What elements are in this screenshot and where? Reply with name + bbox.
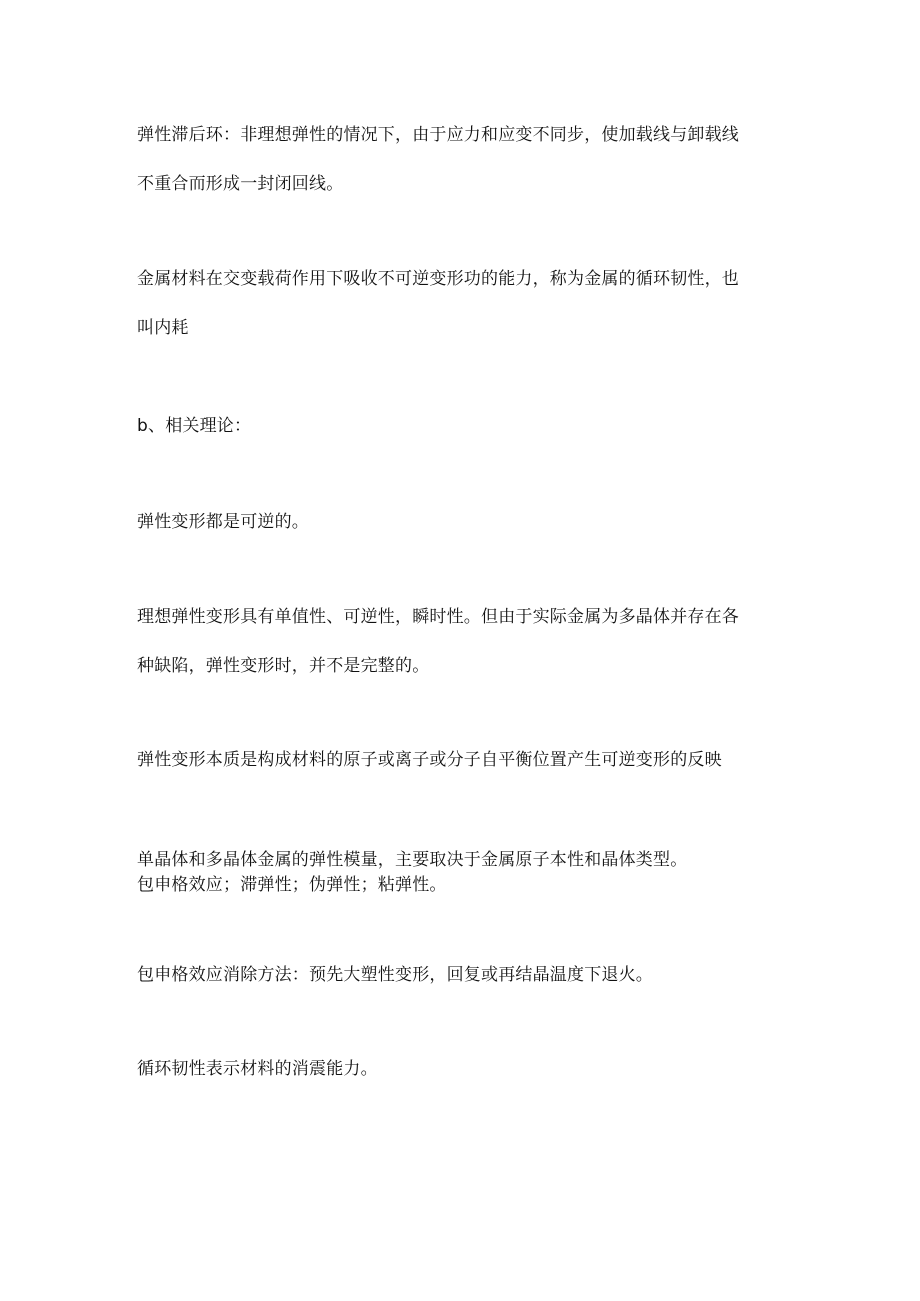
paragraph-ideal-elastic-line-1: 理想弹性变形具有单值性、可逆性，瞬时性。但由于实际金属为多晶体并存在各 [137,607,739,627]
paragraph-bauschinger-removal: 包申格效应消除方法：预先大塑性变形，回复或再结晶温度下退火。 [137,965,653,985]
paragraph-hysteresis-loop-line-1: 弹性滞后环：非理想弹性的情况下，由于应力和应变不同步，使加载线与卸载线 [137,125,739,145]
paragraph-elastic-reversible: 弹性变形都是可逆的。 [137,512,309,532]
paragraph-cyclic-toughness-line-1: 金属材料在交变载荷作用下吸收不可逆变形功的能力，称为金属的循环韧性，也 [137,269,739,289]
paragraph-ideal-elastic-line-2: 种缺陷，弹性变形时，并不是完整的。 [137,656,430,676]
paragraph-elastic-essence: 弹性变形本质是构成材料的原子或离子或分子自平衡位置产生可逆变形的反映 [137,750,722,770]
paragraph-bauschinger-list: 包申格效应；滞弹性；伪弹性；粘弹性。 [137,875,447,895]
section-heading-related-theory: b、相关理论： [137,416,252,436]
paragraph-hysteresis-loop-line-2: 不重合而形成一封闭回线。 [137,174,344,194]
paragraph-cyclic-toughness-line-2: 叫内耗 [137,318,189,338]
paragraph-damping-capacity: 循环韧性表示材料的消震能力。 [137,1059,378,1079]
paragraph-elastic-modulus: 单晶体和多晶体金属的弹性模量，主要取决于金属原子本性和晶体类型。 [137,850,688,870]
